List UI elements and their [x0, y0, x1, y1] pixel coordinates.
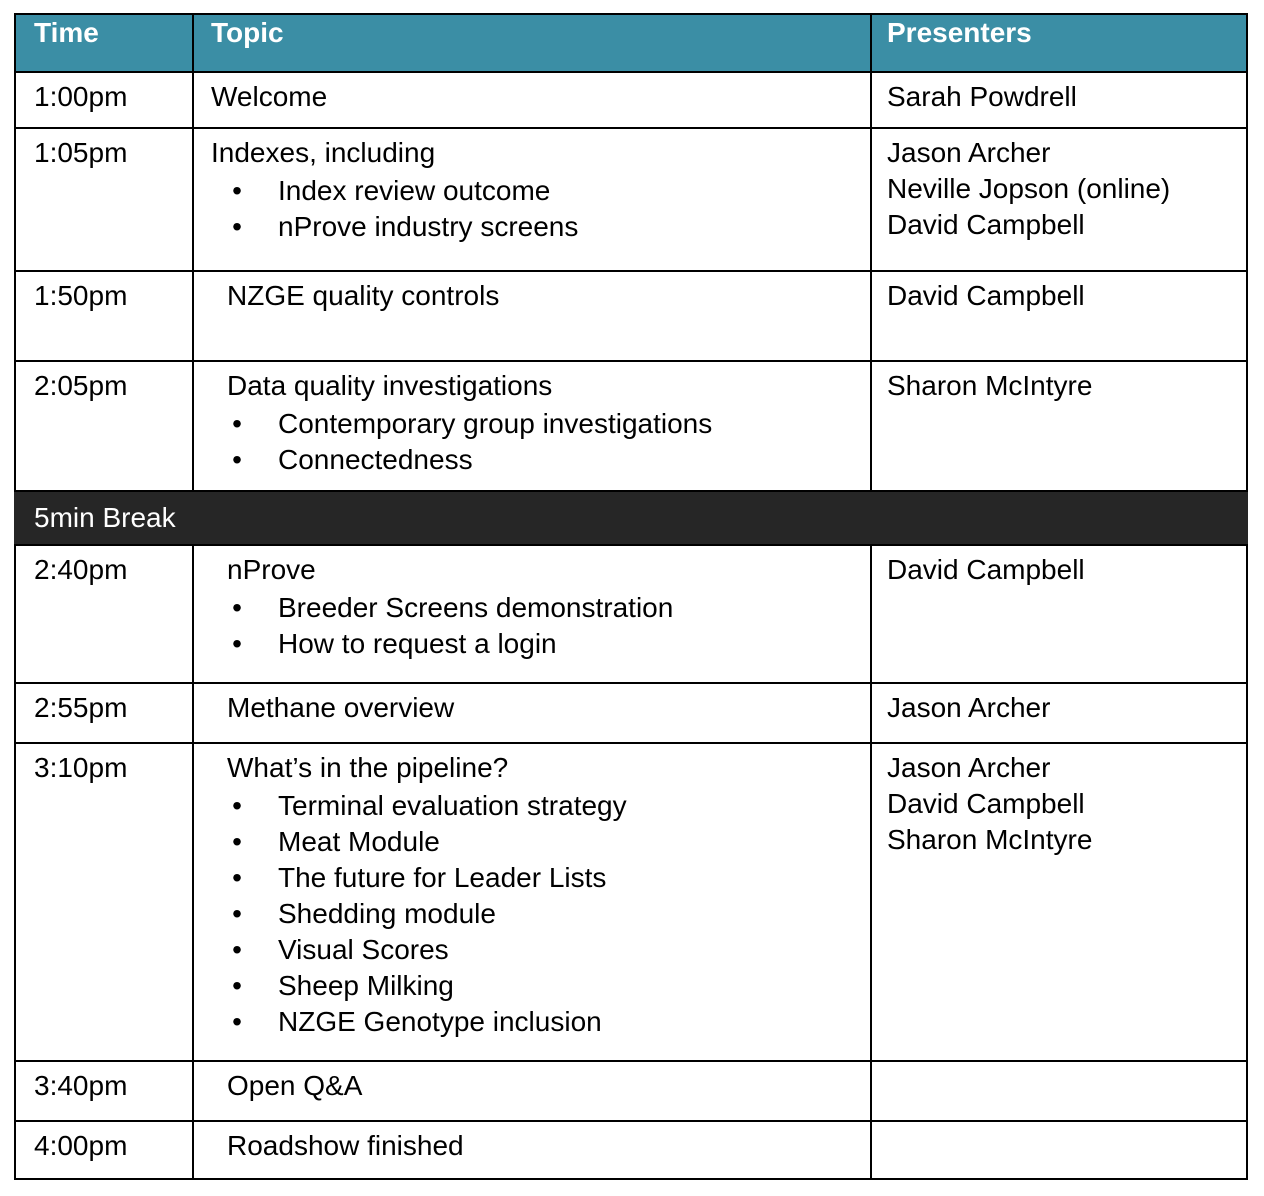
break-cell — [15, 491, 1247, 545]
topic-cell — [193, 361, 871, 491]
presenter-name: Jason Archer — [887, 137, 1051, 168]
time-cell: 1:50pm — [15, 271, 193, 361]
presenter-name: Sharon McIntyre — [887, 370, 1093, 401]
list-item: • Shedding module — [227, 896, 870, 932]
presenter-name: David Campbell — [887, 209, 1085, 240]
bullet-icon: • — [232, 970, 242, 1001]
time-cell: 1:05pm — [15, 128, 193, 271]
time-cell: 2:40pm — [15, 545, 193, 683]
list-item: • NZGE Genotype inclusion — [227, 1004, 870, 1040]
bullet-icon: • — [232, 862, 242, 893]
header-row — [15, 14, 1247, 72]
presenters-cell — [871, 545, 1247, 683]
bullet-icon: • — [232, 826, 242, 857]
bullet-icon: • — [232, 592, 242, 623]
list-item: • Sheep Milking — [227, 968, 870, 1004]
list-item: • How to request a login — [227, 626, 870, 662]
agenda-table — [14, 13, 1248, 1180]
time-cell: 2:05pm — [15, 361, 193, 491]
presenters-cell — [871, 743, 1247, 1061]
presenters-cell — [871, 1121, 1247, 1179]
presenter-name: Sarah Powdrell — [887, 81, 1077, 112]
table-row — [15, 128, 1247, 271]
topic-title: Welcome — [211, 81, 328, 112]
presenter-name: Sharon McIntyre — [887, 824, 1093, 855]
bullet-icon: • — [232, 898, 242, 929]
presenters-cell — [871, 271, 1247, 361]
bullet-icon: • — [232, 1006, 242, 1037]
list-item: • The future for Leader Lists — [227, 860, 870, 896]
presenter-name: Neville Jopson (online) — [887, 173, 1171, 204]
table-row — [15, 1061, 1247, 1121]
list-item: • Index review outcome — [211, 173, 870, 209]
table-row — [15, 361, 1247, 491]
topic-title: Indexes, including — [211, 137, 436, 168]
presenters-cell — [871, 72, 1247, 128]
header-time: Time — [15, 14, 193, 72]
bullet-list — [227, 406, 870, 478]
presenter-name: David Campbell — [887, 554, 1085, 585]
list-item: • Contemporary group investigations — [227, 406, 870, 442]
bullet-icon: • — [232, 444, 242, 475]
bullet-list — [227, 590, 870, 662]
time-cell: 3:10pm — [15, 743, 193, 1061]
bullet-icon: • — [232, 934, 242, 965]
time-cell: 4:00pm — [15, 1121, 193, 1179]
break-label: 5min Break — [34, 502, 176, 533]
list-item: • Terminal evaluation strategy — [227, 788, 870, 824]
topic-cell — [193, 743, 871, 1061]
time-cell: 3:40pm — [15, 1061, 193, 1121]
table-row — [15, 271, 1247, 361]
topic-title: Data quality investigations — [227, 370, 553, 401]
presenters-cell — [871, 683, 1247, 743]
topic-title: Open Q&A — [227, 1070, 363, 1101]
topic-cell — [193, 545, 871, 683]
presenter-name: David Campbell — [887, 788, 1085, 819]
topic-cell — [193, 128, 871, 271]
bullet-list — [211, 173, 870, 245]
bullet-icon: • — [232, 408, 242, 439]
topic-title: What’s in the pipeline? — [227, 752, 509, 783]
topic-cell — [193, 72, 871, 128]
topic-cell — [193, 271, 871, 361]
presenters-cell — [871, 1061, 1247, 1121]
table-row — [15, 683, 1247, 743]
bullet-icon: • — [232, 175, 242, 206]
topic-cell — [193, 1061, 871, 1121]
time-cell: 1:00pm — [15, 72, 193, 128]
bullet-icon: • — [232, 790, 242, 821]
break-row — [15, 491, 1247, 545]
topic-title: Roadshow finished — [227, 1130, 464, 1161]
bullet-icon: • — [232, 211, 242, 242]
presenter-name: Jason Archer — [887, 692, 1051, 723]
topic-title: Methane overview — [227, 692, 455, 723]
list-item: • Meat Module — [227, 824, 870, 860]
bullet-icon: • — [232, 628, 242, 659]
header-presenters: Presenters — [871, 14, 1247, 72]
topic-cell — [193, 683, 871, 743]
table-row — [15, 743, 1247, 1061]
table-row — [15, 72, 1247, 128]
time-cell: 2:55pm — [15, 683, 193, 743]
presenter-name: David Campbell — [887, 280, 1085, 311]
presenter-name: Jason Archer — [887, 752, 1051, 783]
topic-title: nProve — [227, 554, 316, 585]
header-topic: Topic — [193, 14, 871, 72]
topic-cell — [193, 1121, 871, 1179]
list-item: • Breeder Screens demonstration — [227, 590, 870, 626]
topic-title: NZGE quality controls — [227, 280, 500, 311]
list-item: • Visual Scores — [227, 932, 870, 968]
presenters-cell — [871, 128, 1247, 271]
table-row — [15, 1121, 1247, 1179]
list-item: • nProve industry screens — [211, 209, 870, 245]
presenters-cell — [871, 361, 1247, 491]
bullet-list — [227, 788, 870, 1040]
list-item: • Connectedness — [227, 442, 870, 478]
table-row — [15, 545, 1247, 683]
